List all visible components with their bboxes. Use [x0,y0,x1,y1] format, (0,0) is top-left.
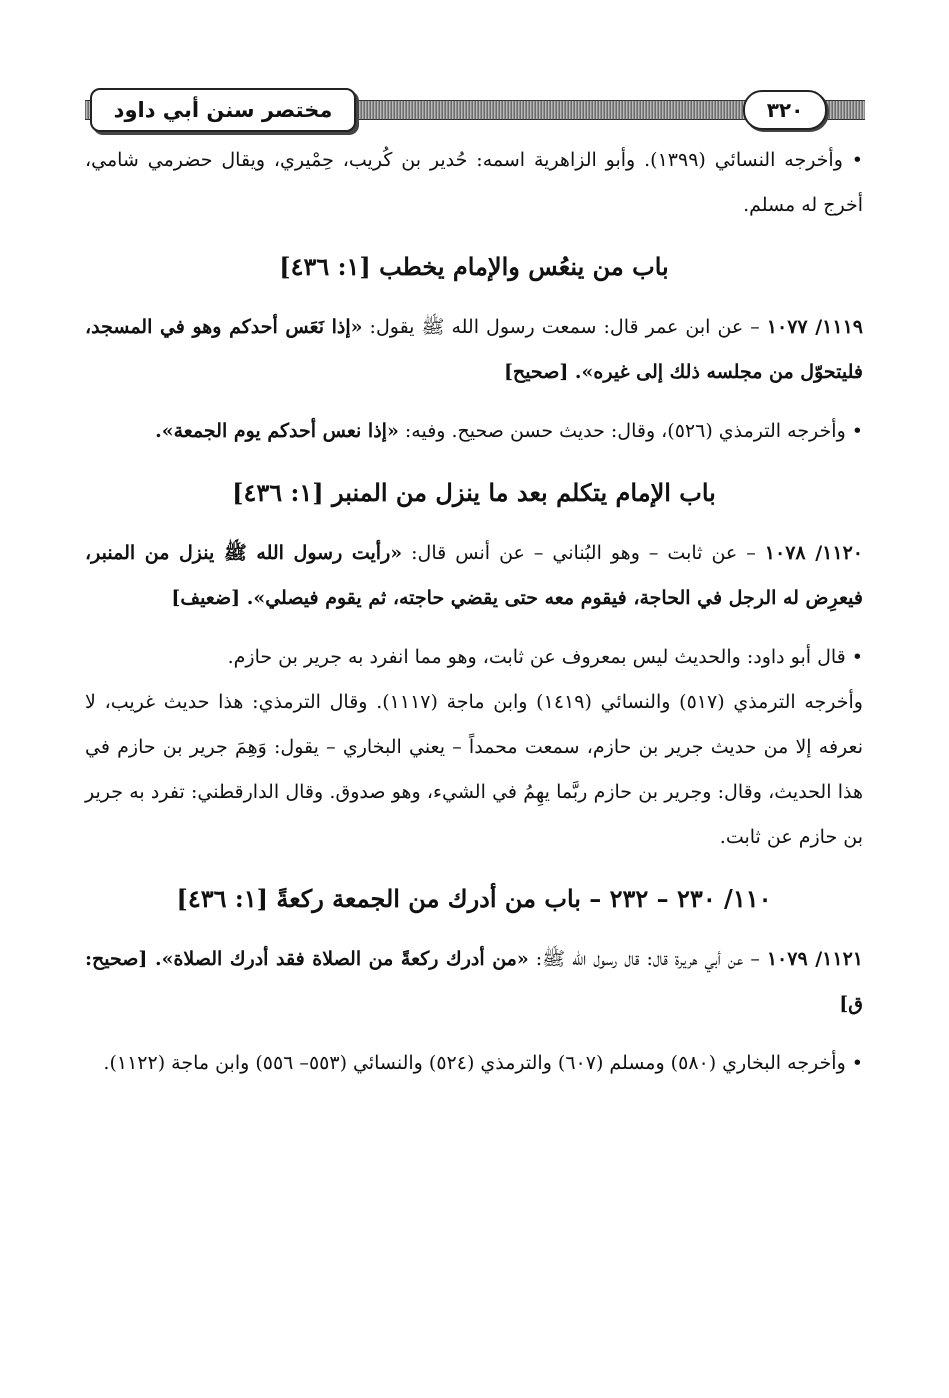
chapter-heading: ١١٠/ ٢٣٠ – ٢٣٢ – باب من أدرك من الجمعة ركعةً [١: ٤٣٦] [176,884,772,913]
running-header [85,88,865,132]
note-text: وأخرجه الترمذي (٥٢٦)، وقال: حديث حسن صحيح. وفيه: [398,420,846,442]
chapter-heading: باب من ينعُس والإمام يخطب [١: ٤٣٦] [279,252,669,281]
hadith-number: ١١٢١/ ١٠٧٩ [766,948,863,970]
hadith-text: «رأيت رسول الله ﷺ ينزل من المنبر، فيعرِض له الرجل في الحاجة، فيقوم معه حتى يقضي حاجته، ثم يقوم فيصلي». [ضعيف] [85,542,863,609]
note-paragraph: • قال أبو داود: والحديث ليس بمعروف عن ثابت، وهو مما انفرد به جرير بن حازم. [85,635,863,680]
page-body [85,138,863,1086]
chapter-heading: باب الإمام يتكلم بعد ما ينزل من المنبر [١: ٤٣٦] [232,478,716,507]
hadith-text: «من أدرك ركعةً من الصلاة فقد أدرك الصلاة». [صحيح: ق] [85,948,863,1015]
hadith-isnad: – عن أبي هريرة قال: قال رسول الله ﷺ: [528,948,767,970]
hadith-isnad: – عن ابن عمر قال: سمعت رسول الله ﷺ يقول: [362,316,767,338]
hadith-isnad: – عن ثابت – وهو البُناني – عن أنس قال: [402,542,765,564]
book-title: مختصر سنن أبي داود [90,88,356,132]
hadith-text: «إذا نَعَس أحدكم وهو في المسجد، فليتحوّل من مجلسه ذلك إلى غيره». [صحيح] [85,316,863,383]
hadith-entry [85,305,863,395]
page-number: ٣٢٠ [743,90,827,130]
hadith-entry [85,937,863,1027]
note-paragraph: وأخرجه الترمذي (٥١٧) والنسائي (١٤١٩) وابن ماجة (١١١٧). وقال الترمذي: هذا حديث غريب، لا نعرفه إلا من حديث جرير بن حازم، سمعت محمداً – يعني البخاري – يقول: وَهِمَ جرير بن حازم في هذا الحديث، وقال: وجرير بن حازم ربَّما يهِمُ في الشيء، وهو صدوق. وقال الدارقطني: تفرد به جرير بن حازم عن ثابت. [85,691,863,848]
note-paragraph: • وأخرجه النسائي (١٣٩٩). وأبو الزاهرية اسمه: حُدير بن كُريب، حِمْيري، ويقال حضرمي شامي، أخرج له مسلم. [85,138,863,228]
hadith-entry [85,531,863,621]
hadith-number: ١١٢٠/ ١٠٧٨ [764,542,863,564]
note-paragraph: • وأخرجه البخاري (٥٨٠) ومسلم (٦٠٧) والترمذي (٥٢٤) والنسائي (٥٥٣– ٥٥٦) وابن ماجة (١١٢٢). [85,1041,863,1086]
note-paragraph [85,409,863,454]
note-quote: «إذا نعس أحدكم يوم الجمعة». [155,420,399,442]
hadith-number: ١١١٩/ ١٠٧٧ [766,316,863,338]
